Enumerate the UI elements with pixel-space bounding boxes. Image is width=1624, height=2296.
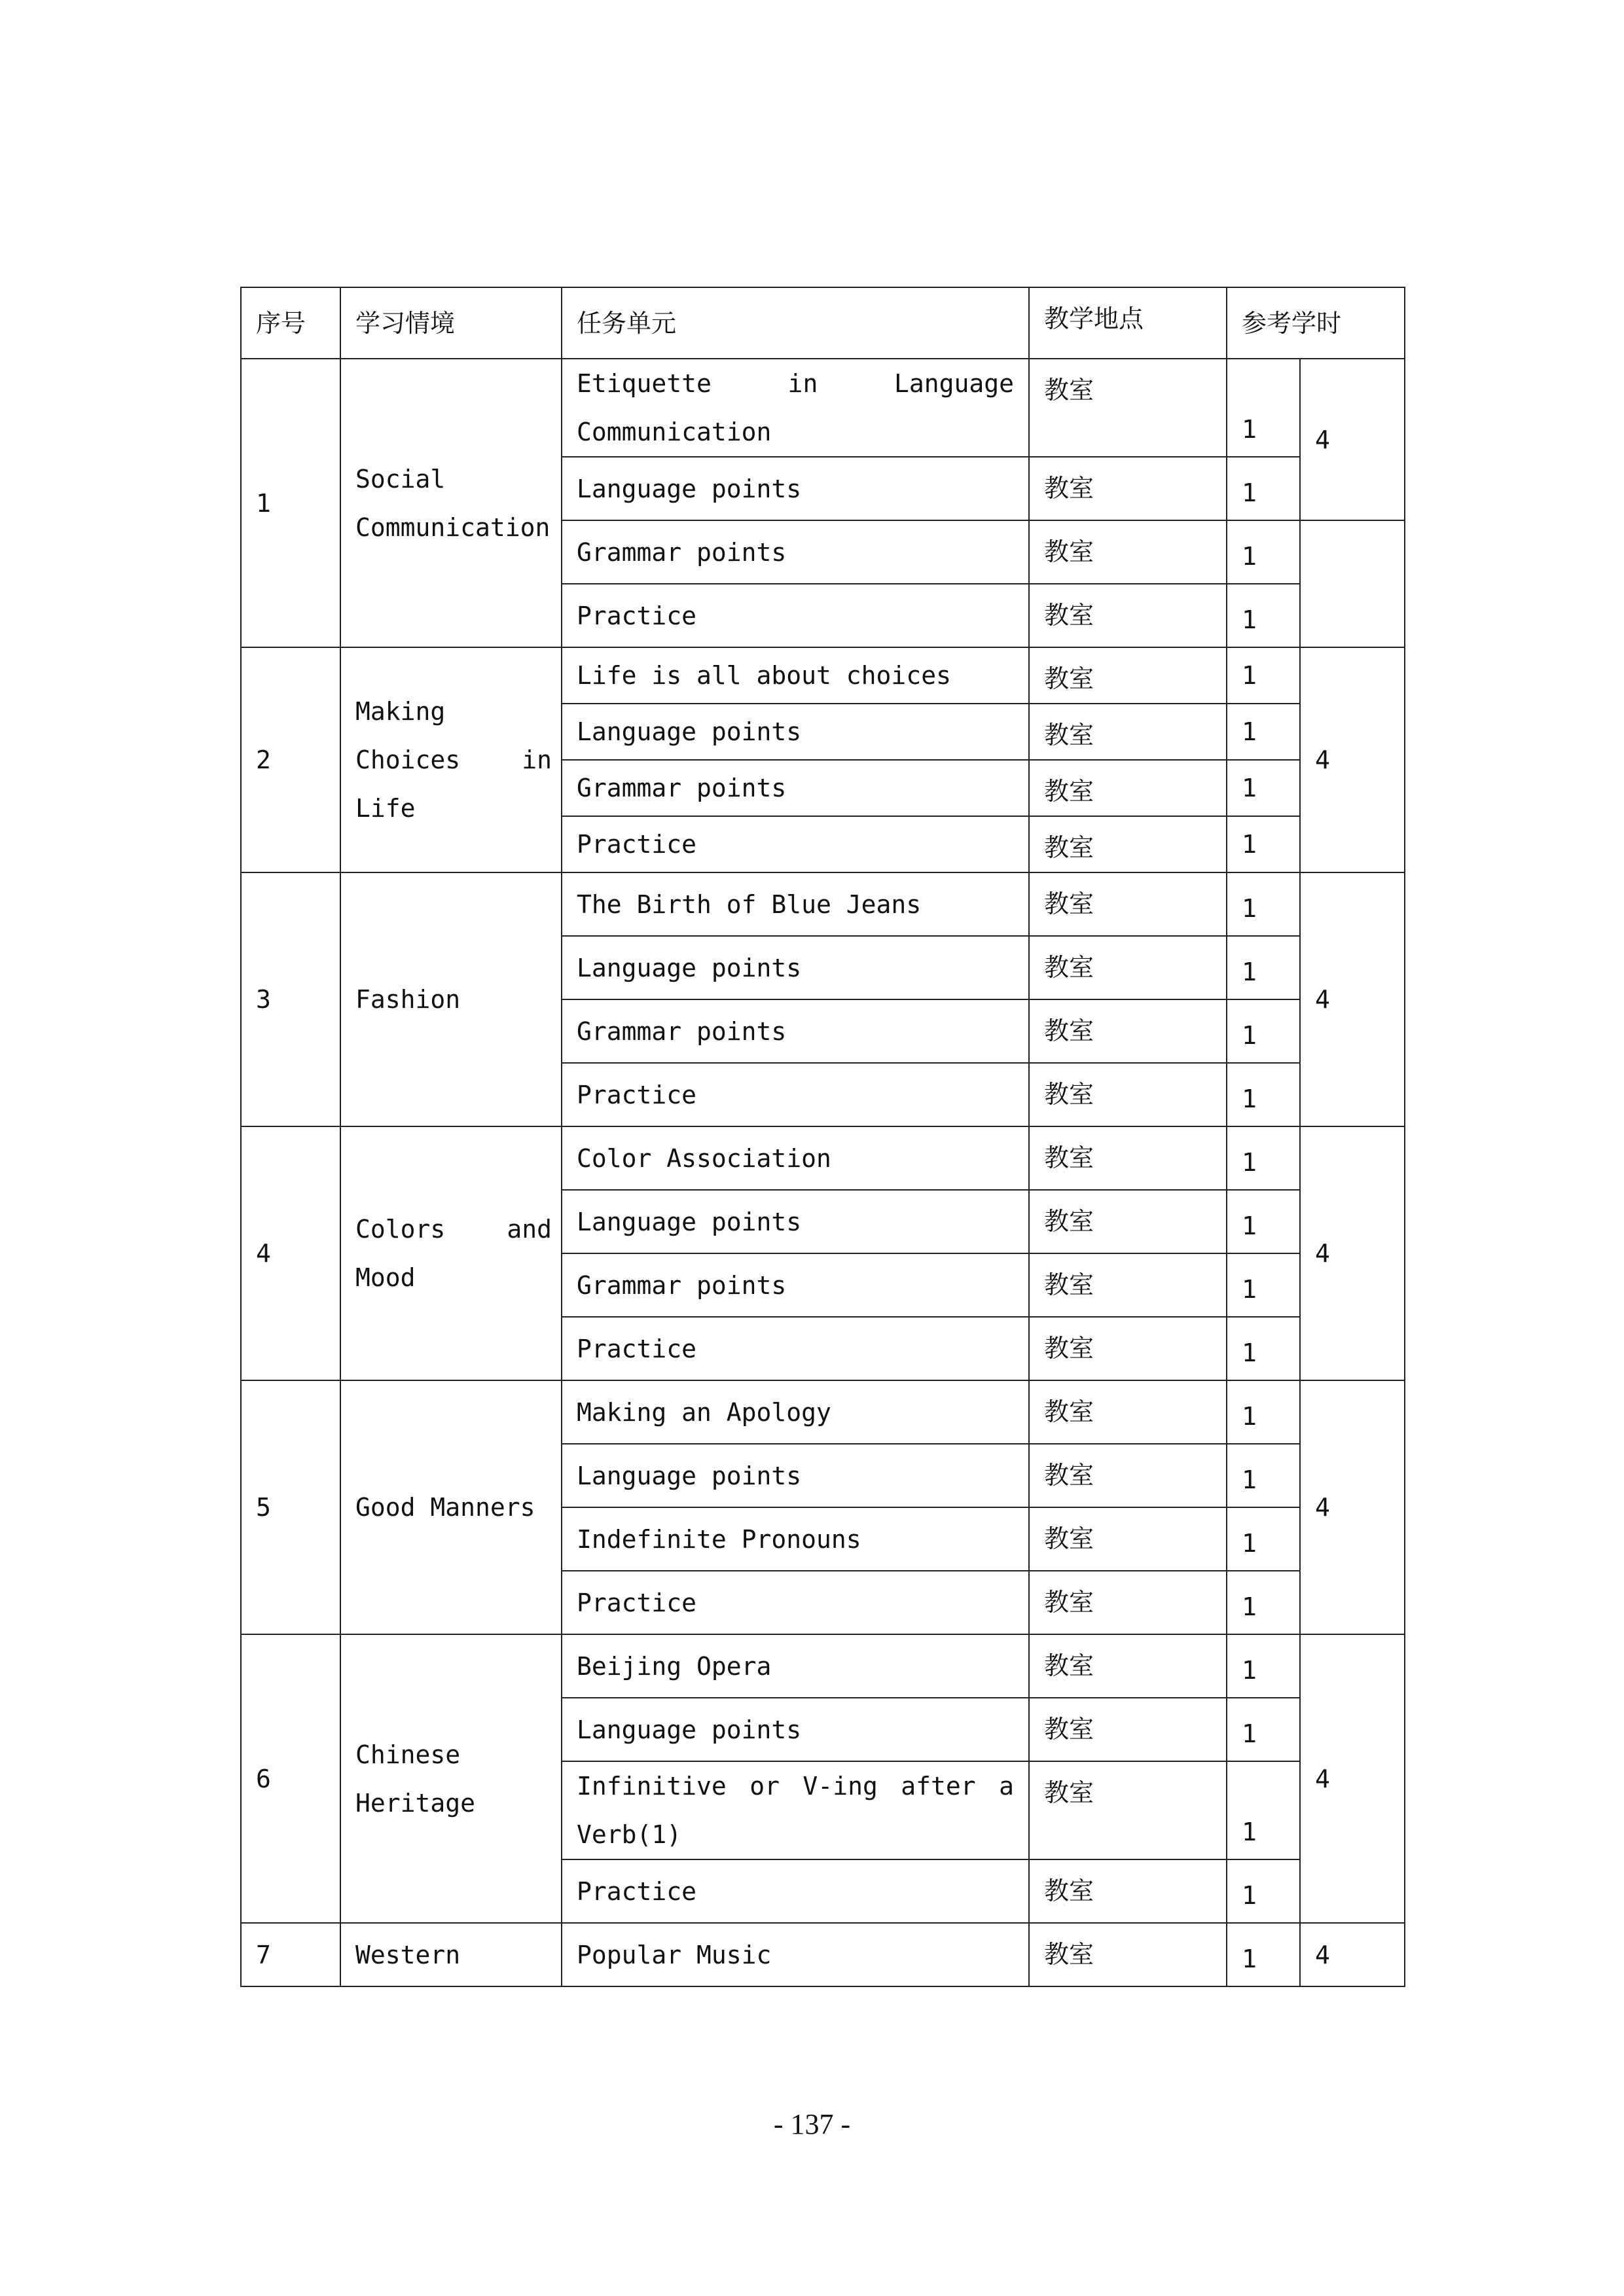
situation-line: Good Manners — [355, 1493, 535, 1522]
header-cell: 教学地点 — [1029, 287, 1227, 359]
task-hours: 1 — [1227, 936, 1300, 999]
group-number: 2 — [241, 647, 340, 872]
learning-situation — [340, 872, 562, 1126]
task-hours: 1 — [1227, 1126, 1300, 1190]
table-header-row — [241, 287, 1405, 359]
task-unit-line: Beijing Opera — [577, 1651, 772, 1681]
teaching-location: 教室 — [1029, 584, 1227, 647]
teaching-location: 教室 — [1029, 1859, 1227, 1923]
teaching-location: 教室 — [1029, 359, 1227, 457]
total-hours: 4 — [1300, 647, 1405, 872]
total-hours: 4 — [1300, 359, 1405, 520]
task-unit-line: Practice — [577, 1876, 697, 1906]
task-unit-line: Practice — [577, 601, 697, 630]
task-unit-line: Infinitive or V-ing after a — [577, 1772, 1014, 1801]
task-unit — [562, 647, 1029, 704]
situation-line: Mood — [355, 1263, 416, 1292]
teaching-location: 教室 — [1029, 1698, 1227, 1761]
total-hours: 4 — [1300, 1923, 1405, 1986]
task-unit-line: Grammar points — [577, 774, 787, 802]
task-unit — [562, 584, 1029, 647]
situation-line: Life — [355, 794, 416, 823]
total-hours: 4 — [1300, 872, 1405, 1126]
group-number: 3 — [241, 872, 340, 1126]
task-unit — [562, 1126, 1029, 1190]
teaching-location: 教室 — [1029, 647, 1227, 704]
task-hours: 1 — [1227, 1507, 1300, 1571]
task-hours: 1 — [1227, 1761, 1300, 1859]
situation-line: Social — [355, 464, 446, 493]
group-number: 7 — [241, 1923, 340, 1986]
task-unit — [562, 816, 1029, 872]
task-unit-line: Etiquette in Language — [577, 369, 1014, 398]
table-row — [241, 1923, 1405, 1986]
teaching-location: 教室 — [1029, 1634, 1227, 1698]
task-unit-line: Color Association — [577, 1143, 831, 1173]
task-hours: 1 — [1227, 1698, 1300, 1761]
task-hours: 1 — [1227, 1859, 1300, 1923]
task-unit — [562, 1380, 1029, 1444]
group-number: 6 — [241, 1634, 340, 1923]
teaching-location: 教室 — [1029, 520, 1227, 584]
task-unit — [562, 457, 1029, 520]
teaching-location: 教室 — [1029, 1253, 1227, 1317]
learning-situation — [340, 1126, 562, 1380]
situation-line: Fashion — [355, 985, 461, 1014]
group-number: 5 — [241, 1380, 340, 1634]
situation-line: Communication — [355, 512, 550, 542]
header-cell: 参考学时 — [1227, 287, 1405, 359]
header-cell: 学习情境 — [340, 287, 562, 359]
task-hours: 1 — [1227, 457, 1300, 520]
task-unit-line: The Birth of Blue Jeans — [577, 889, 922, 919]
teaching-location: 教室 — [1029, 1923, 1227, 1986]
task-unit — [562, 1571, 1029, 1634]
task-hours: 1 — [1227, 1571, 1300, 1634]
task-unit — [562, 1444, 1029, 1507]
task-hours: 1 — [1227, 1190, 1300, 1253]
total-hours: 4 — [1300, 1634, 1405, 1923]
teaching-location: 教室 — [1029, 1380, 1227, 1444]
teaching-location: 教室 — [1029, 1571, 1227, 1634]
learning-situation — [340, 1634, 562, 1923]
table-row — [241, 1380, 1405, 1444]
task-hours: 1 — [1227, 1634, 1300, 1698]
task-unit — [562, 760, 1029, 816]
group-number: 1 — [241, 359, 340, 647]
task-hours: 1 — [1227, 520, 1300, 584]
task-unit-line: Grammar points — [577, 1270, 787, 1300]
task-unit — [562, 936, 1029, 999]
situation-line: Heritage — [355, 1788, 476, 1818]
task-hours: 1 — [1227, 816, 1300, 872]
situation-line: Western — [355, 1940, 461, 1969]
course-schedule-table — [240, 287, 1405, 1987]
task-hours: 1 — [1227, 584, 1300, 647]
empty-cell — [1300, 520, 1405, 647]
table-row — [241, 359, 1405, 457]
table-row — [241, 872, 1405, 936]
task-unit-line: Practice — [577, 1334, 697, 1363]
learning-situation — [340, 1923, 562, 1986]
task-hours: 1 — [1227, 1317, 1300, 1380]
task-unit-line: Language points — [577, 717, 802, 746]
situation-line: Chinese — [355, 1740, 461, 1769]
task-unit — [562, 1190, 1029, 1253]
task-unit — [562, 1317, 1029, 1380]
task-unit — [562, 1253, 1029, 1317]
task-unit-line: Language points — [577, 1207, 802, 1236]
task-unit-line: Verb(1) — [577, 1820, 682, 1849]
task-unit-line: Indefinite Pronouns — [577, 1524, 861, 1554]
page-number: - 137 - — [773, 2108, 851, 2140]
task-unit-line: Life is all about choices — [577, 661, 951, 690]
task-unit-line: Language points — [577, 474, 802, 503]
task-hours: 1 — [1227, 1444, 1300, 1507]
teaching-location: 教室 — [1029, 1190, 1227, 1253]
task-unit — [562, 704, 1029, 760]
task-unit — [562, 359, 1029, 457]
task-unit — [562, 999, 1029, 1063]
task-unit — [562, 1063, 1029, 1126]
task-unit-line: Practice — [577, 1588, 697, 1617]
task-unit — [562, 520, 1029, 584]
task-hours: 1 — [1227, 1923, 1300, 1986]
teaching-location: 教室 — [1029, 1507, 1227, 1571]
header-cell: 序号 — [241, 287, 340, 359]
task-unit-line: Making an Apology — [577, 1397, 831, 1427]
learning-situation — [340, 359, 562, 647]
situation-line: Choices in — [355, 745, 552, 774]
task-unit-line: Grammar points — [577, 537, 787, 567]
teaching-location: 教室 — [1029, 760, 1227, 816]
learning-situation — [340, 1380, 562, 1634]
teaching-location: 教室 — [1029, 999, 1227, 1063]
task-unit — [562, 1507, 1029, 1571]
situation-line: Making — [355, 697, 446, 726]
task-unit — [562, 872, 1029, 936]
situation-line: Colors and — [355, 1215, 552, 1244]
teaching-location: 教室 — [1029, 1063, 1227, 1126]
task-unit-line: Grammar points — [577, 1016, 787, 1046]
task-hours: 1 — [1227, 872, 1300, 936]
learning-situation — [340, 647, 562, 872]
table-body — [241, 359, 1405, 1986]
task-unit-line: Popular Music — [577, 1940, 772, 1969]
task-hours: 1 — [1227, 1253, 1300, 1317]
table-row — [241, 1126, 1405, 1190]
total-hours: 4 — [1300, 1126, 1405, 1380]
table-row — [241, 1634, 1405, 1698]
teaching-location: 教室 — [1029, 936, 1227, 999]
task-hours: 1 — [1227, 760, 1300, 816]
task-unit-line: Practice — [577, 830, 697, 859]
task-unit-line: Language points — [577, 953, 802, 982]
total-hours: 4 — [1300, 1380, 1405, 1634]
teaching-location: 教室 — [1029, 1761, 1227, 1859]
task-hours: 1 — [1227, 1063, 1300, 1126]
task-unit — [562, 1923, 1029, 1986]
task-hours: 1 — [1227, 359, 1300, 457]
teaching-location: 教室 — [1029, 872, 1227, 936]
task-unit — [562, 1634, 1029, 1698]
task-hours: 1 — [1227, 999, 1300, 1063]
task-unit-line: Practice — [577, 1080, 697, 1109]
teaching-location: 教室 — [1029, 704, 1227, 760]
teaching-location: 教室 — [1029, 1317, 1227, 1380]
header-cell: 任务单元 — [562, 287, 1029, 359]
task-unit — [562, 1698, 1029, 1761]
task-hours: 1 — [1227, 647, 1300, 704]
task-hours: 1 — [1227, 704, 1300, 760]
task-unit-line: Language points — [577, 1461, 802, 1490]
teaching-location: 教室 — [1029, 1126, 1227, 1190]
table-row — [241, 647, 1405, 704]
task-unit-line: Communication — [577, 418, 772, 446]
group-number: 4 — [241, 1126, 340, 1380]
task-hours: 1 — [1227, 1380, 1300, 1444]
teaching-location: 教室 — [1029, 457, 1227, 520]
task-unit-line: Language points — [577, 1715, 802, 1744]
teaching-location: 教室 — [1029, 1444, 1227, 1507]
task-unit — [562, 1859, 1029, 1923]
teaching-location: 教室 — [1029, 816, 1227, 872]
task-unit — [562, 1761, 1029, 1859]
